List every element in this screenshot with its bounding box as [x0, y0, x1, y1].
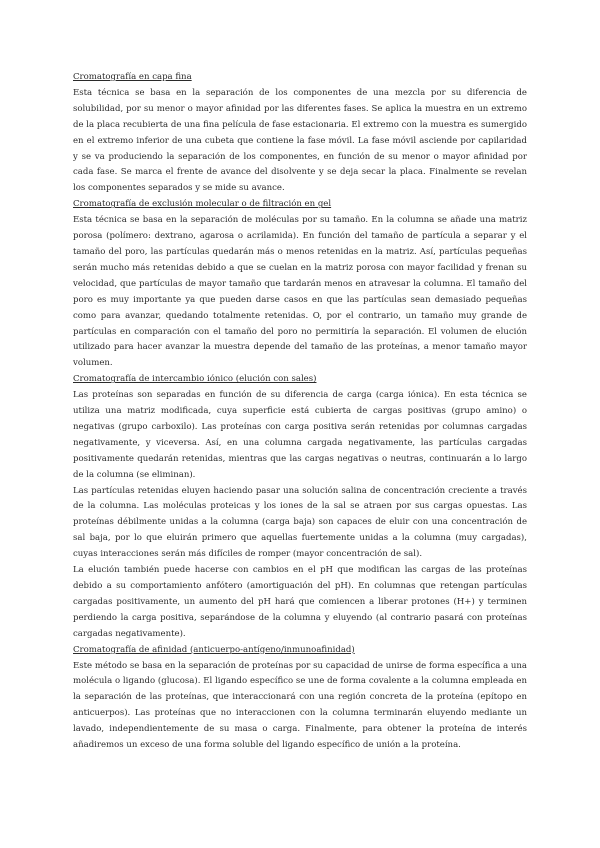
section-title: Cromatografía de intercambio iónico (elución con sales) — [73, 374, 317, 385]
section-ion-exchange — [73, 372, 527, 642]
paragraph: Las partículas retenidas eluyen haciendo pasar una solución salina de concentración creciente a través de la columna. Las moléculas proteicas y los iones de la sal se atraen por sus cargas opuestas. Las proteínas débilmente unidas a la columna (carga baja) son capaces de eluir con una concentración de sal baja, por lo que eluirán primero que aquellas fuertemente unidas a la columna (muy cargadas), cuyas interacciones serán más difíciles de romper (mayor concentración de sal). — [73, 485, 527, 560]
paragraph: Esta técnica se basa en la separación de los componentes de una mezcla por su diferencia de solubilidad, por su menor o mayor afinidad por las diferentes fases. Se aplica la muestra en un extremo de la placa recubierta de una fina película de fase estacionaria. El extremo con la muestra es sumergido en el extremo inferior de una cubeta que contiene la fase móvil. La fase móvil asciende por capilaridad y se va produciendo la separación de los componentes, en función de su menor o mayor afinidad por cada fase. Se marca el frente de avance del disolvente y se deja secar la placa. Finalmente se revelan los componentes separados y se mide su avance. — [73, 87, 527, 194]
section-thin-layer — [73, 70, 527, 197]
paragraph: Las proteínas son separadas en función de su diferencia de carga (carga iónica). En esta técnica se utiliza una matriz modificada, cuya superficie está cubierta de cargas positivas (grupo amino) o negativas (grupo carboxilo). Las proteínas con carga positiva serán retenidas por columnas cargadas negativamente, y viceversa. Así, en una columna cargada negativamente, las partículas cargadas positivamente quedarán retenidas, mientras que las cargas negativas o neutras, continuarán a lo largo de la columna (se eliminan). — [73, 390, 527, 480]
paragraph: Esta técnica se basa en la separación de moléculas por su tamaño. En la columna se añade una matriz porosa (polímero: dextrano, agarosa o acrilamida). En función del tamaño de partícula a separar y el tamaño del poro, las partículas quedarán más o menos retenidas en la matriz. Así, partículas pequeñas serán mucho más retenidas debido a que se cuelan en la matriz porosa con mayor facilidad y frenan su velocidad, que partículas de mayor tamaño que tardarán menos en atravesar la columna. El tamaño del poro es muy importante ya que pueden darse casos en que las partículas sean demasiado pequeñas como para avanzar, quedando totalmente retenidas. O, por el contrario, un tamaño muy grande de partículas en comparación con el tamaño del poro no permitiría la separación. El volumen de elución utilizado para hacer avanzar la muestra depende del tamaño de las proteínas, a menor tamaño mayor volumen. — [73, 215, 527, 369]
paragraph: Este método se basa en la separación de proteínas por su capacidad de unirse de forma específica a una molécula o ligando (glucosa). El ligando específico se une de forma covalente a la columna empleada en la separación de las proteínas, que interaccionará con una región concreta de la proteína (epítopo en anticuerpos). Las proteínas que no interaccionen con la columna terminarán eluyendo mediante un lavado, independientemente de su masa o carga. Finalmente, para obtener la proteína de interés añadiremos un exceso de una forma soluble del ligando específico de unión a la proteína. — [73, 660, 527, 751]
section-title: Cromatografía de afinidad (anticuerpo-antígeno/inmunoafinidad) — [73, 644, 355, 655]
section-title: Cromatografía en capa fina — [73, 72, 192, 82]
section-affinity — [73, 643, 527, 754]
section-title: Cromatografía de exclusión molecular o de filtración en gel — [73, 199, 332, 210]
paragraph: La elución también puede hacerse con cambios en el pH que modifican las cargas de las proteínas debido a su comportamiento anfótero (amortiguación del pH). En columnas que retengan partículas cargadas positivamente, un aumento del pH hará que comiencen a liberar protones (H+) y terminen perdiendo la carga positiva, separándose de la columna y eluyendo (al contrario pasará con proteínas cargadas negativamente). — [73, 565, 527, 639]
document-page — [73, 70, 527, 754]
section-size-exclusion — [73, 197, 527, 372]
